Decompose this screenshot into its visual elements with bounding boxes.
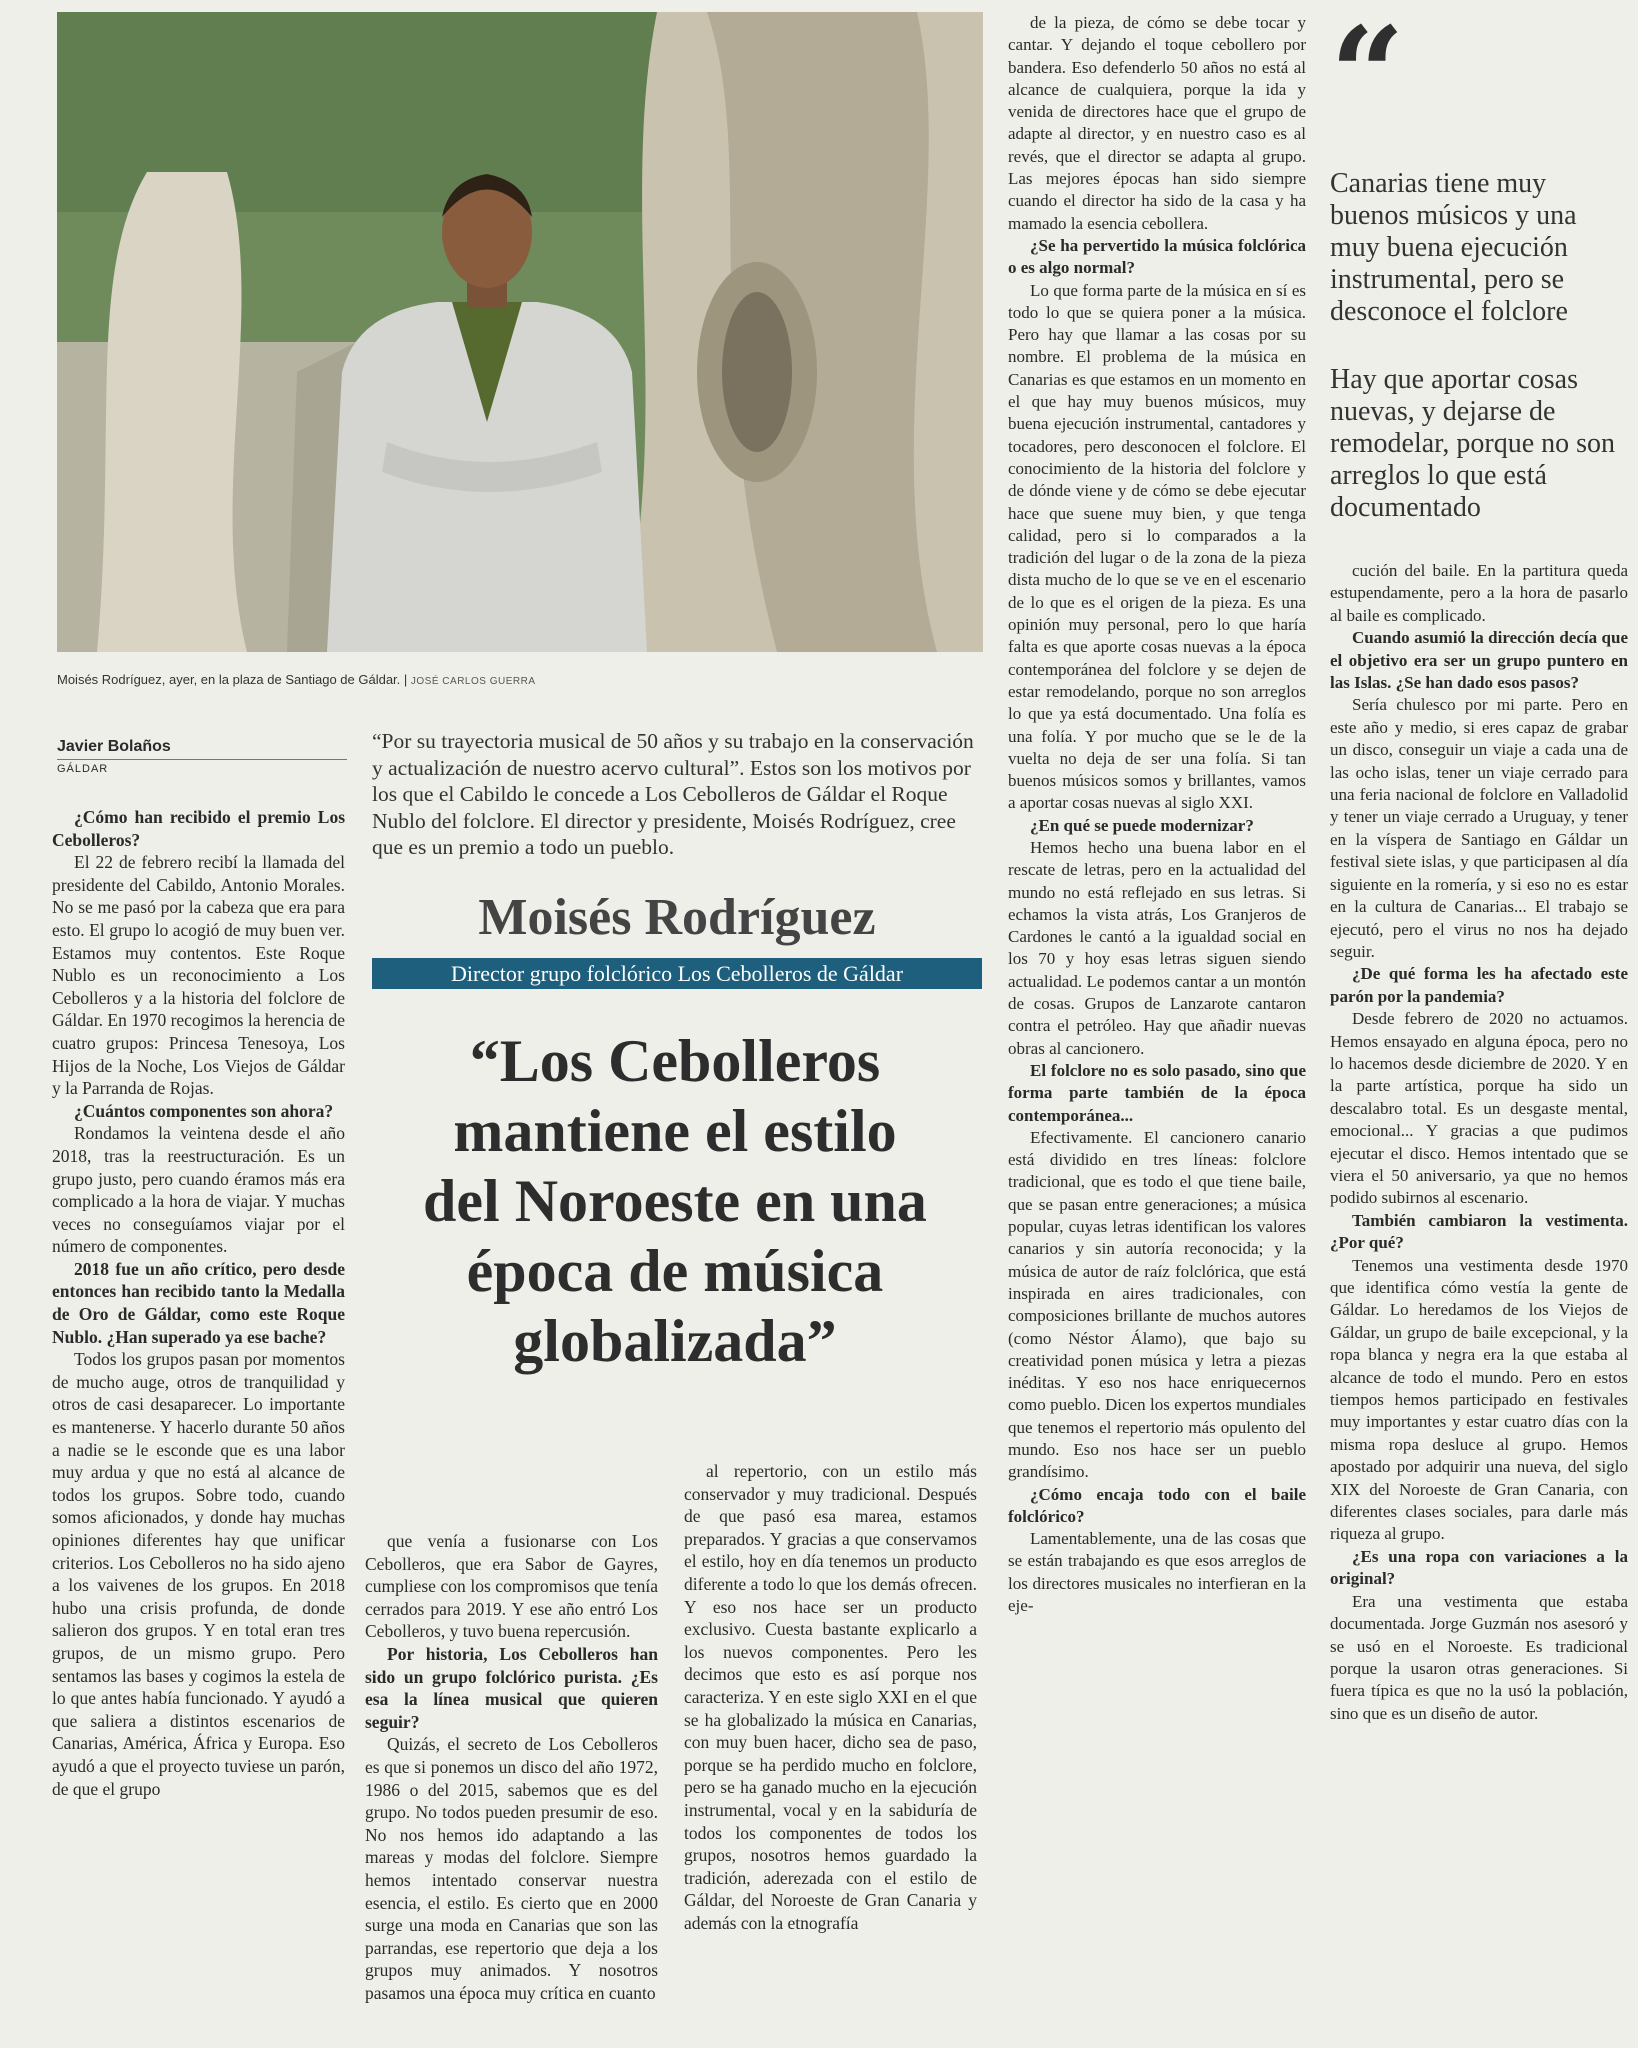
- photo-credit: JOSÉ CARLOS GUERRA: [410, 676, 536, 687]
- interview-question: Cuando asumió la dirección decía que el objetivo era ser un grupo puntero en las Islas. ¿Se han dado esos pasos?: [1330, 628, 1628, 693]
- headline-line: mantiene el estilo: [453, 1098, 897, 1164]
- interview-answer: al repertorio, con un estilo más conservador y muy tradicional. Después de que pasó esa marea, estamos preparados. Y gracias a que conservamos el estilo, hoy en día tenemos un producto diferente a todo lo que los demás ofrecen. Y eso nos hace ser un producto exclusivo. Cuesta bastante explicarlo a los nuevos componentes. Pero les decimos que esto es así porque nos caracteriza. Y en este siglo XXI en el que se ha globalizado la música en Canarias, con muy buen hacer, dicho sea de paso, porque se ha perdido mucho en folclore, pero se ha ganado mucho en la ejecución instrumental, vocal y en la sabiduría de todos los componentes de todos los grupos, nosotros hemos guardado la tradición, aderezada con el estilo de Gáldar, del Noroeste de Gran Canaria y además con la etnografía: [684, 1461, 977, 1933]
- interview-question: ¿En qué se puede modernizar?: [1030, 815, 1254, 835]
- pull-quote: Hay que aportar cosas nuevas, y dejarse de remodelar, porque no son arreglos lo que está documentado: [1330, 364, 1616, 523]
- intro-paragraph: [372, 728, 982, 861]
- interview-question: ¿Se ha pervertido la música folclórica o es algo normal?: [1008, 235, 1306, 278]
- intro-text: “Por su trayectoria musical de 50 años y su trabajo en la conservación y actualización de nuestro acervo cultural”. Estos son los motivos por los que el Cabildo le concede a Los Cebolleros de Gáldar el Roque Nublo del folclore. El director y presidente, Moisés Rodríguez, cree que es un premio a todo un pueblo.: [372, 729, 974, 859]
- article-column-4: [1008, 12, 1306, 1617]
- headline-line: globalizada”: [513, 1308, 837, 1374]
- article-column-3: [684, 1460, 977, 1934]
- interview-answer: Desde febrero de 2020 no actuamos. Hemos ensayado en alguna época, pero no lo hacemos desde diciembre de 2020. Y en la parte artística, porque ha sido un descalabro total. Es un desgaste mental, emocional... Y gracias a que pudimos ejecutar el disco. Hemos intentado que se viera el 50 aniversario, ya que no hemos podido subirnos al escenario.: [1330, 1009, 1628, 1208]
- interview-answer: El 22 de febrero recibí la llamada del presidente del Cabildo, Antonio Morales. No se me pasó por la cabeza que era para esto. El grupo lo acogió de muy buen ver. Estamos muy contentos. Este Roque Nublo es un reconocimiento a Los Cebolleros y a la historia del folclore de Gáldar. En 1970 recogimos la herencia de cuatro grupos: Princesa Tenesoya, Los Hijos de la Noche, Los Viejos de Gáldar y la Parranda de Rojas.: [52, 852, 346, 1099]
- interview-question: 2018 fue un año crítico, pero desde entonces han recibido tanto la Medalla de Oro de Gáldar, como este Roque Nublo. ¿Han superado ya ese bache?: [52, 1258, 345, 1347]
- interview-answer: Lo que forma parte de la música en sí es todo lo que se quiera poner a la música. Pero hay que llamar a las cosas por su nombre. El problema de la música en Canarias es que estamos en un momento en el que hay muy buenos músicos, muy buena ejecución instrumental, cantadores y tocadores, pero desconocen el folclore. El conocimiento de la historia del folclore y de dónde viene y de cómo se debe ejecutar hace que suene muy bien, y que tenga calidad, pero si lo comparados a la tradición del lugar o de la zona de la pieza dista mucho de lo que se ve en el escenario de lo que es el origen de la pieza. Es una opinión muy personal, pero lo que haría falta es que aporte cosas nuevas a la época contemporánea del folclore y se dejen de estar remodelando, porque no son arreglos lo que ya está documentado. Una folía es una folía. Y por mucho que se le de la vuelta no deja de ser una folía. Si tan buenos músicos somos y brillantes, vamos a aportar cosas nuevas al siglo XXI.: [1008, 280, 1306, 813]
- interview-answer: Rondamos la veintena desde el año 2018, tras la reestructuración. Es un grupo justo, pero cuando éramos más era complicado a la hora de viajar. Y muchas veces no conseguíamos viajar por el número de componentes.: [52, 1123, 345, 1257]
- photo-caption: Moisés Rodríguez, ayer, en la plaza de Santiago de Gáldar. | JOSÉ CARLOS GUERRA: [57, 672, 536, 687]
- interview-question: ¿Cómo encaja todo con el baile folclórico?: [1008, 1484, 1306, 1526]
- byline: [57, 738, 347, 775]
- headline: [360, 1026, 990, 1376]
- interview-answer: Tenemos una vestimenta desde 1970 que identifica cómo vestía la gente de Gáldar. Lo heredamos de los Viejos de Gáldar, un grupo de baile excepcional, y la ropa blanca y negra era la que estaba al alcance de todo el mundo. Pero en estos tiempos hemos participado en festivales muy importantes y estar cuatro días con la misma ropa desluce al grupo. Hemos apostado por adquirir una nueva, del siglo XIX del Noroeste de Gran Canaria, con diferentes clases sociales, para darle más riqueza al grupo.: [1330, 1255, 1628, 1544]
- quote-mark-icon: “: [1330, 0, 1405, 151]
- interviewee-name: Moisés Rodríguez: [478, 889, 876, 946]
- headline-line: del Noroeste en una: [423, 1168, 927, 1234]
- interview-answer: Lamentablemente, una de las cosas que se están trabajando es que esos arreglos de los directores musicales no interfieran en la eje-: [1008, 1529, 1306, 1616]
- interview-answer: Efectivamente. El cancionero canario está dividido en tres líneas: folclore tradicional, que es todo el que tiene baile, que se pasan entre generaciones; a música popular, cuyas letras identifican los valores canarios y sin autoría reconocida; y la música de autor de raíz folclórica, que está inspirada en aires tradicionales, con composiciones brillante de muchos autores (como Néstor Álamo), que bajo su creatividad ponen música y letra a piezas inéditas. Y eso nos hace enriquecernos como pueblo. Dicen los expertos mundiales que tenemos el repertorio más opulento del mundo. Eso nos hace ser un pueblo grandísimo.: [1008, 1127, 1306, 1482]
- headline-line: “Los Cebolleros: [469, 1028, 881, 1094]
- interview-question: El folclore no es solo pasado, sino que forma parte también de la época contemporánea...: [1008, 1060, 1306, 1125]
- interview-answer: Todos los grupos pasan por momentos de mucho auge, otros de tranquilidad y otros de casi desaparecer. Lo importante es mantenerse. Y hacerlo durante 50 años a nadie se le esconde que es una labor muy ardua y que no está al alcance de todos los grupos. Sobre todo, cuando somos aficionados, y donde hay muchas opiniones diferentes hay que unificar criterios. Los Cebolleros no ha sido ajeno a los vaivenes de los grupos. En 2018 hubo una crisis profunda, de donde salieron dos grupos. Y en total eran tres grupos, de un mismo grupo. Pero sentamos las bases y cogimos la estela de lo que antes había funcionado. Y ayudó a que saliera a distintos escenarios de Canarias, América, África y Europa. Eso ayudó a que el proyecto tuviese un parón, de que el grupo: [52, 1349, 345, 1799]
- article-column-1: [52, 806, 345, 1800]
- pull-quote: Canarias tiene muy buenos músicos y una muy buena ejecución instrumental, pero se desconoce el folclore: [1330, 168, 1577, 327]
- article-column-5: [1330, 560, 1628, 1725]
- interview-answer: de la pieza, de cómo se debe tocar y cantar. Y dejando el toque cebollero por bandera. Eso defenderlo 50 años no está al alcance de cualquiera, porque la ida y venida de directores hace que el grupo de adapte al director, y en nuestro caso es al revés, que el director se adapta al grupo. Las mejores épocas han sido siempre cuando el director ha sido de la casa y ha mamado la esencia cebollera.: [1008, 13, 1306, 233]
- interviewee-role: Director grupo folclórico Los Cebolleros de Gáldar: [372, 958, 982, 989]
- interview-answer: Hemos hecho una buena labor en el rescate de letras, pero en la actualidad del mundo no está reflejado en sus letras. Si echamos la vista atrás, Los Granjeros de Cardones le cantó a la igualdad social en los 70 y hoy esas letras siguen siendo actualidad. Le podemos cantar a un montón de cosas. Grupos de Lanzarote cantaron contra el petróleo. Hay que añadir nuevas obras al cancionero.: [1008, 837, 1306, 1058]
- interview-question: ¿Cómo han recibido el premio Los Cebolleros?: [52, 807, 345, 850]
- article-column-2: [365, 1530, 658, 2004]
- caption-text: Moisés Rodríguez, ayer, en la plaza de Santiago de Gáldar.: [57, 672, 401, 687]
- interview-photo: [57, 12, 983, 652]
- interview-answer: Era una vestimenta que estaba documentada. Jorge Guzmán nos asesoró y se usó en el Noroeste. Es tradicional porque la usaron otras generaciones. Si fuera típica es que no la usó la población, sino que es un diseño de autor.: [1330, 1591, 1628, 1723]
- headline-line: época de música: [466, 1238, 884, 1304]
- interview-question: ¿Cuántos componentes son ahora?: [74, 1100, 334, 1121]
- interview-question: Por historia, Los Cebolleros han sido un grupo folclórico purista. ¿Es esa la línea musical que quieren seguir?: [365, 1643, 658, 1732]
- author-name: Javier Bolaños: [57, 738, 347, 760]
- interview-answer: cución del baile. En la partitura queda estupendamente, pero a la hora de pasarlo al baile es complicado.: [1330, 561, 1628, 625]
- interview-answer: que venía a fusionarse con Los Cebolleros, que era Sabor de Gayres, cumpliese con los compromisos que tenía cerrados para 2019. Y ese año entró Los Cebolleros, y tuvo buena repercusión.: [365, 1531, 658, 1642]
- author-location: GÁLDAR: [57, 763, 109, 775]
- interview-question: ¿Es una ropa con variaciones a la original?: [1330, 1546, 1628, 1589]
- interview-question: También cambiaron la vestimenta. ¿Por qué?: [1330, 1210, 1628, 1253]
- interview-answer: Sería chulesco por mi parte. Pero en este año y medio, si eres capaz de grabar un disco, conseguir un viaje a cada una de las ocho islas, tener un viaje cerrado para una feria nacional de folclore en Valladolid y tener un viaje cerrado a Uruguay, y tener en la víspera de Santiago en Gáldar un festival siete islas, y que participasen al día siguiente en la romería, y si eso no es estar en la cultura de Canarias... El trabajo se ejecutó, pero el virus no nos ha dejado seguir.: [1330, 695, 1628, 961]
- photo-scene: [57, 12, 983, 652]
- interview-question: ¿De qué forma les ha afectado este parón por la pandemia?: [1330, 964, 1628, 1006]
- interview-answer: Quizás, el secreto de Los Cebolleros es que si ponemos un disco del año 1972, 1986 o del 2015, sabemos que es del grupo. No todos pueden presumir de eso. No nos hemos ido adaptando a las mareas y modas del folclore. Siempre hemos intentado conservar nuestra esencia, el estilo. Es cierto que en 2000 surge una moda en Canarias que son las parrandas, ese repertorio que deja a los grupos muy animados. Y nosotros pasamos una época muy crítica en cuanto: [365, 1734, 658, 2003]
